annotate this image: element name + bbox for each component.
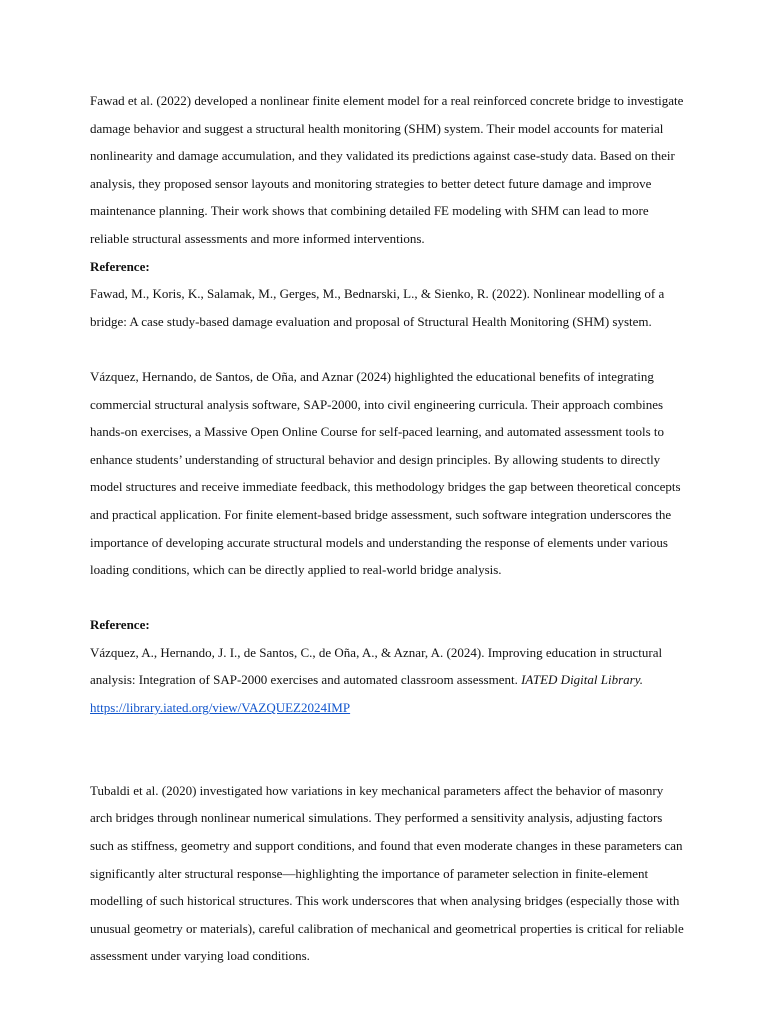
text-line: Tubaldi et al. (2020) investigated how variations in key mechanical parameters affect the behavior of masonry xyxy=(90,782,664,798)
reference-line xyxy=(90,694,730,722)
text-line: modelling of such historical structures. This work underscores that when analysing bridges (especially those with xyxy=(90,893,680,909)
text-line: hands-on exercises, a Massive Open Online Course for self-paced learning, and automated assessment tools to xyxy=(90,424,665,440)
text-line: model structures and receive immediate feedback, this methodology bridges the gap between theoretical concepts xyxy=(90,479,681,495)
reference-line xyxy=(90,666,730,694)
reference-heading: Reference: xyxy=(90,617,150,633)
reference-line: Fawad, M., Koris, K., Salamak, M., Gerges, M., Bednarski, L., & Sienko, R. (2022). Nonlinear modelling of a xyxy=(90,286,665,302)
text-line: reliable structural assessments and more informed interventions. xyxy=(90,230,425,246)
reference-line: Vázquez, A., Hernando, J. I., de Santos, C., de Oña, A., & Aznar, A. (2024). Improving education in structural xyxy=(90,644,663,660)
journal-name: IATED Digital Library. xyxy=(521,672,644,688)
reference-text: analysis: Integration of SAP-2000 exercises and automated classroom assessment. xyxy=(90,672,522,688)
text-line: arch bridges through nonlinear numerical simulations. They performed a sensitivity analysis, adjusting factors xyxy=(90,810,663,826)
tubaldi-paragraph xyxy=(90,777,730,970)
fawad-reference xyxy=(90,280,730,335)
vazquez-paragraph xyxy=(90,363,730,584)
text-line: unusual geometry or materials), careful calibration of mechanical and geometrical properties is critical for reliable xyxy=(90,920,684,936)
spacer xyxy=(90,722,730,750)
text-line: commercial structural analysis software, SAP-2000, into civil engineering curricula. Their approach combines xyxy=(90,396,664,412)
text-line: assessment under varying load conditions. xyxy=(90,948,310,964)
text-line: damage behavior and suggest a structural health monitoring (SHM) system. Their model accounts for material xyxy=(90,120,664,136)
fawad-paragraph xyxy=(90,87,730,253)
text-line: and practical application. For finite element-based bridge assessment, such software integration underscores the xyxy=(90,506,672,522)
reference-heading: Reference: xyxy=(90,258,150,274)
vazquez-reference xyxy=(90,639,730,722)
text-line: loading conditions, which can be directly applied to real-world bridge analysis. xyxy=(90,562,502,578)
text-line: enhance students’ understanding of structural behavior and design principles. By allowing students to directly xyxy=(90,451,661,467)
text-line: Fawad et al. (2022) developed a nonlinear finite element model for a real reinforced concrete bridge to investigate xyxy=(90,93,684,108)
text-line: significantly alter structural response—highlighting the importance of parameter selection in finite-element xyxy=(90,865,649,881)
text-line: importance of developing accurate structural models and understanding the response of elements under various xyxy=(90,534,668,550)
reference-link[interactable]: https://library.iated.org/view/VAZQUEZ2024IMP xyxy=(90,700,351,716)
text-line: such as stiffness, geometry and support conditions, and found that even moderate changes in these parameters can xyxy=(90,838,683,854)
document-page xyxy=(90,87,730,970)
text-line: maintenance planning. Their work shows that combining detailed FE modeling with SHM can lead to more xyxy=(90,203,649,219)
spacer xyxy=(90,335,730,363)
reference-line: bridge: A case study-based damage evaluation and proposal of Structural Health Monitoring (SHM) system. xyxy=(90,313,652,329)
text-line: Vázquez, Hernando, de Santos, de Oña, and Aznar (2024) highlighted the educational benefits of integrating xyxy=(90,368,654,384)
text-line: analysis, they proposed sensor layouts and monitoring strategies to better detect future damage and improve xyxy=(90,175,652,191)
text-line: nonlinearity and damage accumulation, and they validated its predictions against case-study data. Based on their xyxy=(90,148,675,164)
spacer xyxy=(90,584,730,612)
spacer xyxy=(90,749,730,777)
